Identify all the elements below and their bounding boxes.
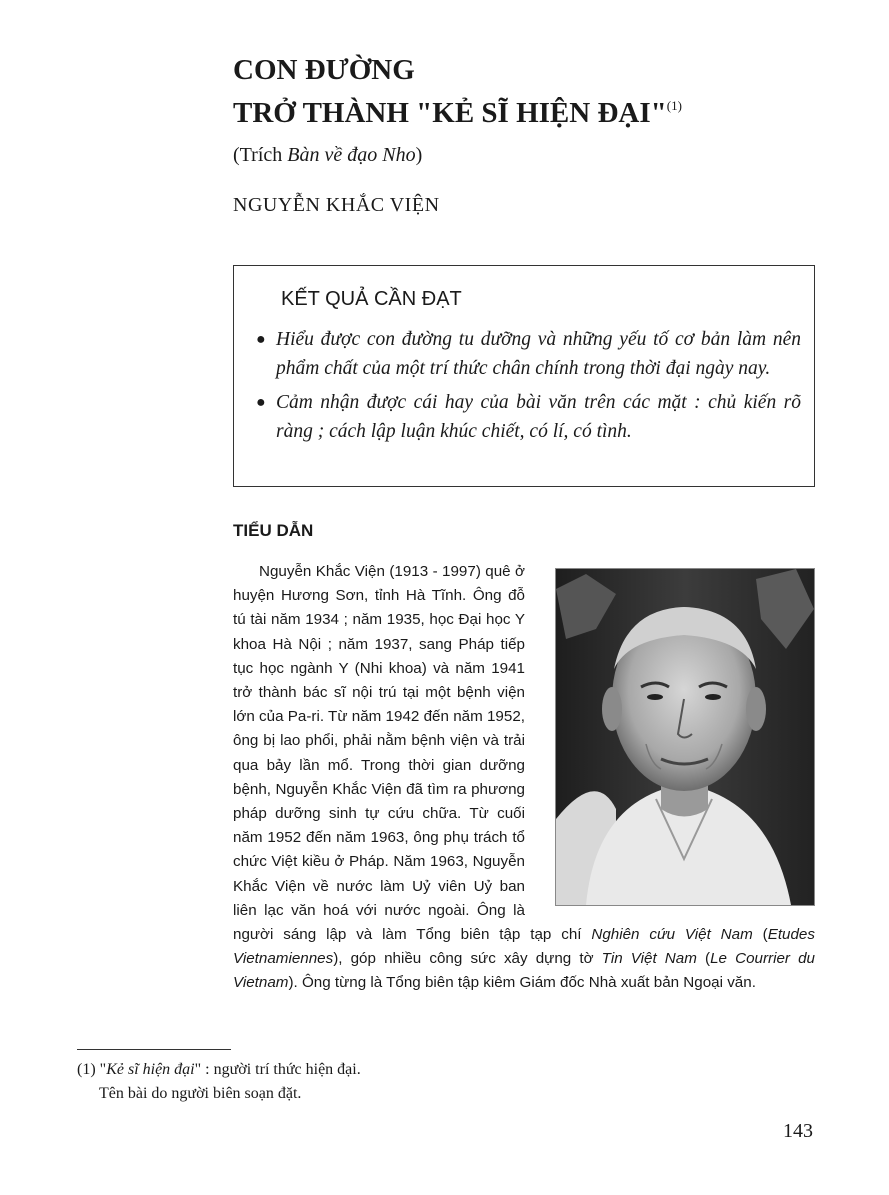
footnote-line-2: Tên bài do người biên soạn đặt. (99, 1085, 302, 1102)
newspaper-name: Tin Việt Nam (601, 950, 697, 968)
newspaper-name-french: Le Courrier du Vietnam (233, 950, 815, 992)
intro-heading: TIỂU DẪN (233, 521, 314, 540)
footnote (77, 1058, 577, 1106)
goal-item: ● Hiểu được con đường tu dưỡng và những yếu tố cơ bản làm nên phẩm chất của một trí thức chân chính trong thời đại ngày nay. (256, 326, 801, 383)
intro-text: Nguyễn Khắc Viện (1913 - 1997) quê ở huyện Hương Sơn, tỉnh Hà Tĩnh. Ông đỗ tú tài năm 1934 ; năm 1935, học Đại học Y khoa Hà Nội ; năm 1937, sang Pháp tiếp tục học ngành Y (Nhi khoa) và năm 1941 trở thành bác sĩ nội trú tại một bệnh viện lớn của Pa-ri. Từ năm 1942 đến năm 1952, ông bị lao phổi, phải nằm bệnh viện và trải qua bảy lần mổ. Trong thời gian dưỡng bệnh, Nguyễn Khắc Viện đã tìm ra phương pháp dưỡng sinh tự cứu chữa. Từ cuối năm 1952 đến năm 1963, ông phụ trách tổ chức Việt kiều ở Pháp. Năm 1963, Nguyễn Khắc Viện về nước làm Uỷ viên Uỷ ban liên lạc văn hoá với nước ngoài. Ông là người sáng lập và làm Tổng biên tập tạp chí Nghiên cứu Việt Nam (Etudes Vietnamiennes), góp nhiều công sức xây dựng tờ Tin Việt Nam (Le Courrier du Vietnam). Ông từng là Tổng biên tập kiêm Giám đốc Nhà xuất bản Ngoại văn. (233, 563, 815, 992)
learning-goals-box (233, 265, 815, 487)
bullet-icon: ● (256, 331, 266, 348)
author-portrait (555, 568, 815, 906)
title-line-1: CON ĐƯỜNG (233, 54, 415, 86)
article-title (233, 52, 833, 131)
journal-name-french: Etudes Vietnamiennes (233, 926, 815, 968)
footnote-divider (77, 1049, 231, 1050)
source-work: Bàn về đạo Nho (287, 144, 416, 166)
author-name: NGUYỄN KHẮC VIỆN (233, 194, 440, 216)
portrait-image (556, 569, 814, 905)
footnote-line-1: (1) "Kẻ sĩ hiện đại" : người trí thức hiện đại. (77, 1061, 361, 1078)
bullet-icon: ● (256, 394, 266, 411)
page-number: 143 (783, 1120, 813, 1142)
goal-item: ● Cảm nhận được cái hay của bài văn trên các mặt : chủ kiến rõ ràng ; cách lập luận khúc chiết, có lí, có tình. (256, 389, 801, 446)
learning-goals-list (256, 326, 801, 452)
learning-goals-heading: KẾT QUẢ CẦN ĐẠT (281, 288, 462, 310)
footnote-term: Kẻ sĩ hiện đại (106, 1061, 195, 1078)
article-source: (Trích Bàn về đạo Nho) (233, 144, 423, 166)
journal-name: Nghiên cứu Việt Nam (591, 926, 753, 944)
title-line-2: TRỞ THÀNH "KẺ SĨ HIỆN ĐẠI"$^{(1)}$ (233, 97, 682, 129)
title-footnote-marker: (1) (666, 98, 682, 113)
